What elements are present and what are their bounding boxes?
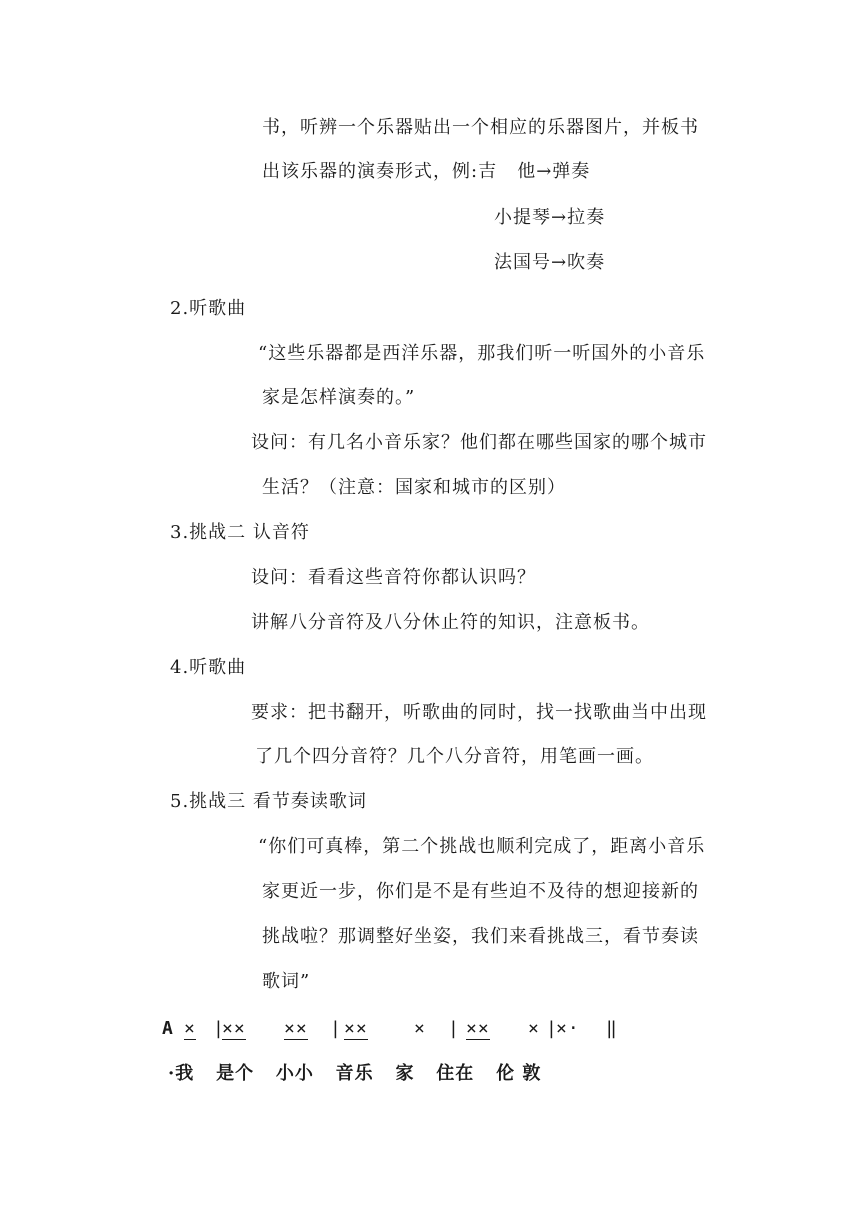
section-heading: 2.听歌曲 — [170, 298, 247, 319]
section-heading: 3.挑战二 认音符 — [170, 522, 310, 543]
paragraph-line: 挑战啦？那调整好坐姿，我们来看挑战三，看节奏读 — [262, 926, 699, 947]
paragraph-line: 家是怎样演奏的。” — [262, 387, 416, 408]
rhythm-beat: ×× — [222, 1018, 246, 1039]
rhythm-beat: ×× — [466, 1018, 490, 1039]
rhythm-beat: ×· — [556, 1018, 580, 1039]
paragraph-line: 书，听辨一个乐器贴出一个相应的乐器图片，并板书 — [262, 117, 699, 138]
paragraph-line: 家更近一步，你们是不是有些迫不及待的想迎接新的 — [262, 881, 699, 902]
bar-line: | — [448, 1018, 460, 1039]
rhythm-beat: ×× — [284, 1018, 308, 1039]
rhythm-beat: ×× — [344, 1018, 368, 1039]
section-heading: 5.挑战三 看节奏读歌词 — [170, 791, 367, 812]
paragraph-line: 要求：把书翻开，听歌曲的同时，找一找歌曲当中出现 — [251, 702, 707, 723]
paragraph-line: 小提琴→拉奏 — [494, 207, 606, 228]
section-heading: 4.听歌曲 — [170, 657, 247, 678]
end-bar-line: ‖ — [606, 1018, 618, 1039]
paragraph-line: “这些乐器都是西洋乐器，那我们听一听国外的小音乐 — [258, 343, 706, 364]
paragraph-line: 歌词” — [262, 971, 311, 992]
paragraph-line: “你们可真棒，第二个挑战也顺利完成了，距离小音乐 — [258, 836, 706, 857]
paragraph-line: 法国号→吹奏 — [494, 252, 606, 273]
rhythm-beat: × — [528, 1018, 540, 1039]
paragraph-line: 讲解八分音符及八分休止符的知识，注意板书。 — [251, 612, 650, 633]
rhythm-label: A — [162, 1018, 174, 1039]
bar-line: | — [546, 1018, 558, 1039]
rhythm-beat: × — [414, 1018, 426, 1039]
paragraph-line: 生活？（注意：国家和城市的区别） — [262, 477, 566, 498]
paragraph-line: 设问：看看这些音符你都认识吗？ — [251, 567, 536, 588]
paragraph-line: 出该乐器的演奏形式，例:吉 他→弹奏 — [262, 161, 591, 182]
paragraph-line: 了几个四分音符？几个八分音符，用笔画一画。 — [255, 746, 654, 767]
rhythm-beat: × — [184, 1018, 196, 1039]
bar-line: | — [213, 1018, 225, 1039]
paragraph-line: 设问：有几名小音乐家？他们都在哪些国家的哪个城市 — [251, 432, 707, 453]
lyrics-line: ·我 是个 小小 音乐 家 住在 伦 敦 — [168, 1063, 542, 1084]
bar-line: | — [330, 1018, 342, 1039]
